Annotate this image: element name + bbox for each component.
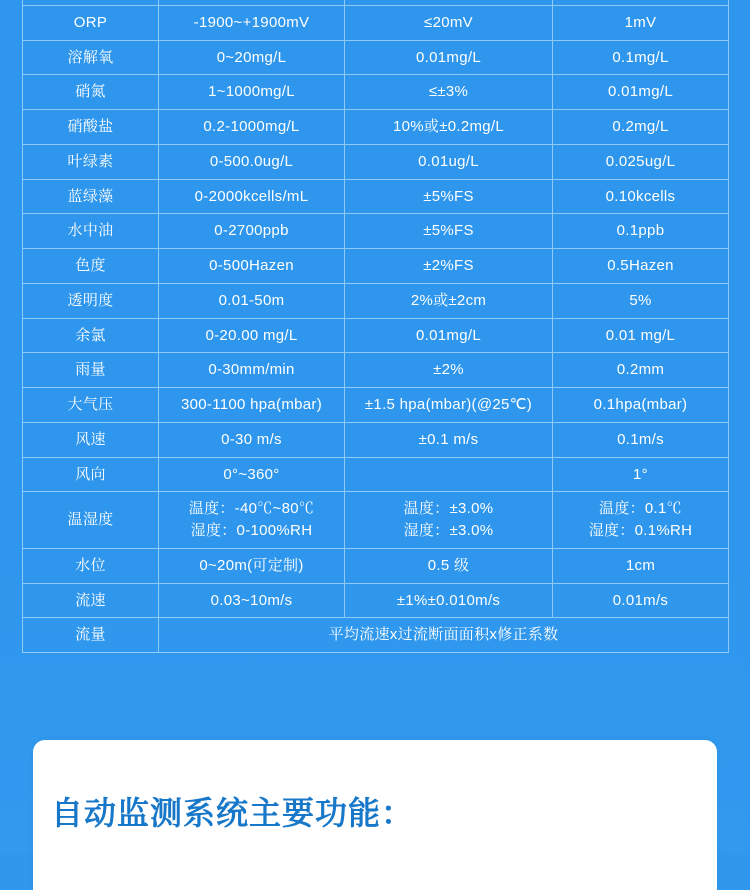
table-cell-resolution: 1mV	[553, 5, 729, 40]
table-cell-range: 0~20m(可定制)	[159, 548, 345, 583]
spec-table-wrapper	[22, 0, 728, 653]
table-cell-range: 0.01-50m	[159, 283, 345, 318]
table-cell-range: 0-20.00 mg/L	[159, 318, 345, 353]
page-title: 自动监测系统主要功能：	[51, 795, 415, 831]
table-cell-parameter: 叶绿素	[23, 144, 159, 179]
table-cell-range: 0-500.0ug/L	[159, 144, 345, 179]
table-cell-accuracy: ≤±3%	[345, 75, 553, 110]
table-cell-accuracy: 0.01mg/L	[345, 40, 553, 75]
table-row	[23, 75, 729, 110]
table-cell-parameter: 流速	[23, 583, 159, 618]
table-row	[23, 40, 729, 75]
functions-card	[33, 740, 717, 890]
table-cell-merged: 平均流速x过流断面面积x修正系数	[159, 618, 729, 653]
table-row	[23, 110, 729, 145]
table-cell-accuracy	[345, 457, 553, 492]
table-cell-accuracy: ±2%	[345, 353, 553, 388]
table-row	[23, 5, 729, 40]
table-cell-parameter: 色度	[23, 249, 159, 284]
table-cell-parameter: ORP	[23, 5, 159, 40]
table-cell-accuracy: ±1.5 hpa(mbar)(@25℃)	[345, 388, 553, 423]
table-cell-range: 300-1100 hpa(mbar)	[159, 388, 345, 423]
table-cell-resolution: 0.5Hazen	[553, 249, 729, 284]
table-row	[23, 214, 729, 249]
table-cell-parameter: 大气压	[23, 388, 159, 423]
table-cell-accuracy: 0.01mg/L	[345, 318, 553, 353]
table-cell-parameter: 风向	[23, 457, 159, 492]
table-cell-range: 0.2-1000mg/L	[159, 110, 345, 145]
table-cell-accuracy: ±5%FS	[345, 179, 553, 214]
table-cell-parameter: 温湿度	[23, 492, 159, 549]
table-cell-resolution: 0.1m/s	[553, 422, 729, 457]
table-cell-range: 0~20mg/L	[159, 40, 345, 75]
table-cell-range: 0-2000kcells/mL	[159, 179, 345, 214]
table-cell-accuracy: 10%或±0.2mg/L	[345, 110, 553, 145]
table-cell-accuracy: ±5%FS	[345, 214, 553, 249]
table-cell-resolution: 0.025ug/L	[553, 144, 729, 179]
table-cell-range: 0.03~10m/s	[159, 583, 345, 618]
table-cell-accuracy: ±0.1 m/s	[345, 422, 553, 457]
table-cell-parameter: 水位	[23, 548, 159, 583]
table-cell-resolution: 0.01mg/L	[553, 75, 729, 110]
table-cell-resolution: 0.2mg/L	[553, 110, 729, 145]
table-cell-parameter: 蓝绿藻	[23, 179, 159, 214]
table-cell-parameter: 雨量	[23, 353, 159, 388]
table-cell-range: 0°~360°	[159, 457, 345, 492]
table-cell-accuracy: ±2%FS	[345, 249, 553, 284]
table-cell-range: 0-500Hazen	[159, 249, 345, 284]
table-cell-parameter: 流量	[23, 618, 159, 653]
table-cell-accuracy: ≤20mV	[345, 5, 553, 40]
table-row	[23, 249, 729, 284]
table-cell-accuracy: 0.5 级	[345, 548, 553, 583]
table-cell-range: -1900~+1900mV	[159, 5, 345, 40]
table-row	[23, 388, 729, 423]
table-row	[23, 353, 729, 388]
table-row	[23, 283, 729, 318]
table-row	[23, 422, 729, 457]
table-cell-resolution: 0.1mg/L	[553, 40, 729, 75]
table-cell-resolution: 0.01 mg/L	[553, 318, 729, 353]
table-cell-accuracy: 2%或±2cm	[345, 283, 553, 318]
table-cell-resolution: 温度：0.1℃ 湿度：0.1%RH	[553, 492, 729, 549]
table-cell-parameter: 透明度	[23, 283, 159, 318]
table-cell-range: 1~1000mg/L	[159, 75, 345, 110]
table-cell-resolution: 0.10kcells	[553, 179, 729, 214]
table-cell-parameter: 余氯	[23, 318, 159, 353]
table-row	[23, 318, 729, 353]
table-cell-accuracy: ±1%±0.010m/s	[345, 583, 553, 618]
table-cell-resolution: 1°	[553, 457, 729, 492]
table-row	[23, 457, 729, 492]
table-cell-resolution: 1cm	[553, 548, 729, 583]
table-row	[23, 583, 729, 618]
table-cell-parameter: 水中油	[23, 214, 159, 249]
table-cell-resolution: 0.2mm	[553, 353, 729, 388]
table-cell-resolution: 5%	[553, 283, 729, 318]
table-cell-parameter: 硝氮	[23, 75, 159, 110]
table-row	[23, 618, 729, 653]
table-cell-accuracy: 温度：±3.0% 湿度：±3.0%	[345, 492, 553, 549]
spec-table-body	[23, 0, 729, 653]
spec-table	[22, 0, 729, 653]
table-cell-range: 0-30 m/s	[159, 422, 345, 457]
table-cell-resolution: 0.1hpa(mbar)	[553, 388, 729, 423]
table-cell-parameter: 风速	[23, 422, 159, 457]
table-cell-resolution: 0.1ppb	[553, 214, 729, 249]
table-cell-accuracy: 0.01ug/L	[345, 144, 553, 179]
table-row	[23, 548, 729, 583]
table-cell-range: 温度：-40℃~80℃ 湿度：0-100%RH	[159, 492, 345, 549]
table-row	[23, 492, 729, 549]
table-cell-resolution: 0.01m/s	[553, 583, 729, 618]
table-cell-range: 0-2700ppb	[159, 214, 345, 249]
table-cell-range: 0-30mm/min	[159, 353, 345, 388]
table-row	[23, 144, 729, 179]
table-cell-parameter: 溶解氧	[23, 40, 159, 75]
table-cell-parameter: 硝酸盐	[23, 110, 159, 145]
table-row	[23, 179, 729, 214]
